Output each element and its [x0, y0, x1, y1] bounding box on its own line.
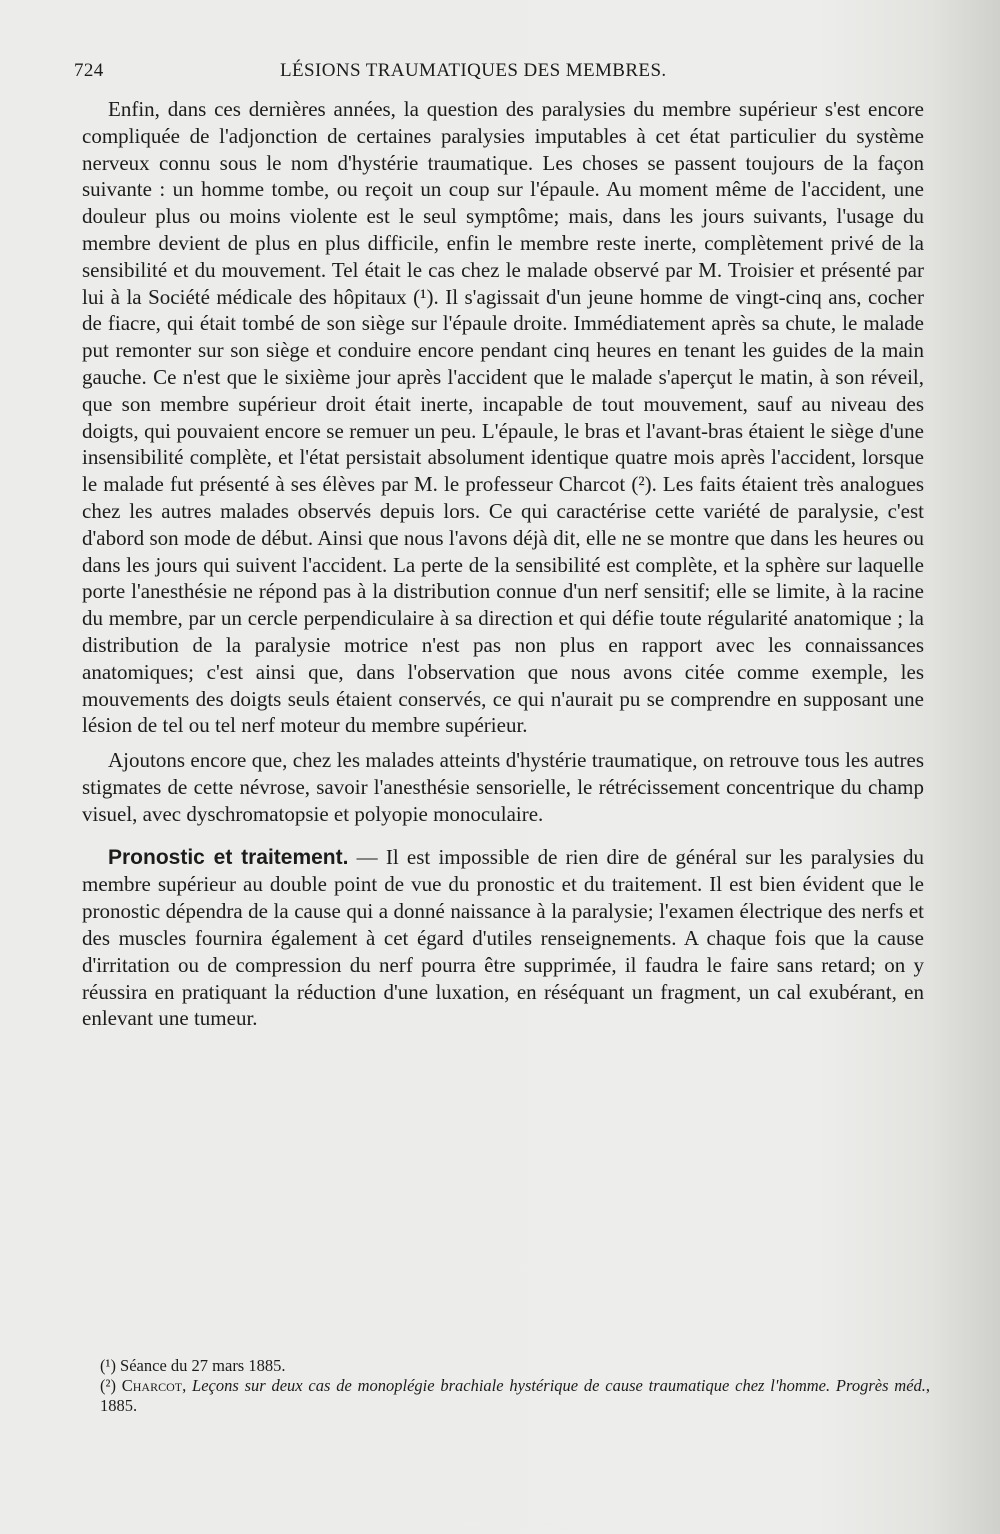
- footnotes: [100, 1356, 930, 1416]
- footnote-2: [100, 1376, 930, 1416]
- section-prognosis: [82, 844, 924, 1033]
- footnote-2-title: Leçons sur deux cas de monoplégie brachiale hystérique de cause traumatique chez l'homme. Progrès méd.: [192, 1376, 926, 1395]
- paragraph-1: Enfin, dans ces dernières années, la question des paralysies du membre supérieur s'est encore compliquée de l'adjonction de certaines paralysies imputables à cet état particulier du système nerveux connu sous le nom d'hystérie traumatique. Les choses se passent toujours de la façon suivante : un homme tombe, ou reçoit un coup sur l'épaule. Au moment même de l'accident, une douleur plus ou moins violente est le seul symptôme; mais, dans les jours suivants, l'usage du membre devient de plus en plus difficile, enfin le membre reste inerte, complètement privé de la sensibilité et du mouvement. Tel était le cas chez le malade observé par M. Troisier et présenté par lui à la Société médicale des hôpitaux (¹). Il s'agissait d'un jeune homme de vingt-cinq ans, cocher de fiacre, qui était tombé de son siège sur l'épaule droite. Immédiatement après sa chute, le malade put remonter sur son siège et conduire encore pendant cinq heures en tenant les guides de la main gauche. Ce n'est que le sixième jour après l'accident que le malade s'aperçut le matin, à son réveil, que son membre supérieur droit était inerte, incapable de tout mouvement, sauf au niveau des doigts, qui pouvaient encore se remuer un peu. L'épaule, le bras et l'avant-bras étaient le siège d'une insensibilité complète, et l'état persistait absolument identique quatre mois après l'accident, lorsque le malade fut présenté à ses élèves par M. le professeur Charcot (²). Les faits étaient très analogues chez les autres malades observés depuis lors. Ce qui caractérise cette variété de paralysie, c'est d'abord son mode de début. Ainsi que nous l'avons déjà dit, elle ne se montre que dans les heures ou dans les jours qui suivent l'accident. La perte de la sensibilité est complète, et la sphère sur laquelle porte l'anesthésie ne répond pas à la distribution connue d'un nerf sensitif; elle se limite, à la racine du membre, par un cercle perpendiculaire à sa direction et qui défie toute régularité anatomique ; la distribution de la paralysie motrice n'est pas non plus en rapport avec les connaissances anatomiques; c'est ainsi que, dans l'observation que nous avons citée comme exemple, les mouvements des doigts seuls étaient conservés, ce qui n'aurait pu se comprendre en supposant une lésion de tel ou tel nerf moteur du membre supérieur.: [82, 97, 924, 738]
- section-heading: Pronostic et traitement.: [108, 845, 349, 869]
- footnote-2-year: , 1885.: [100, 1376, 931, 1415]
- body-text: [82, 96, 924, 1032]
- running-title: LÉSIONS TRAUMATIQUES DES MEMBRES.: [280, 60, 667, 81]
- footnote-2-marker: (²): [100, 1376, 122, 1395]
- page-number: 724: [74, 60, 104, 81]
- section-text: — Il est impossible de rien dire de général sur les paralysies du membre supérieur au double point de vue du pronostic et du traitement. Il est bien évident que le pronostic dépendra de la cause qui a donné naissance à la paralysie; l'examen électrique des nerfs et des muscles fournira également à cet égard d'utiles renseignements. A chaque fois que la cause d'irritation ou de compression du nerf pourra être supprimée, il faudra le faire sans retard; on y réussira en pratiquant la réduction d'une luxation, en réséquant un fragment, un cal exubérant, en enlevant une tumeur.: [82, 844, 924, 1031]
- footnote-2-separator: ,: [182, 1376, 193, 1395]
- paragraph-2: Ajoutons encore que, chez les malades atteints d'hystérie traumatique, on retrouve tous les autres stigmates de cette névrose, savoir l'anesthésie sensorielle, le rétrécissement concentrique du champ visuel, avec dyschromatopsie et polyopie monoculaire.: [82, 748, 924, 826]
- footnote-1: (¹) Séance du 27 mars 1885.: [100, 1356, 286, 1375]
- footnote-2-author: Charcot: [121, 1376, 183, 1395]
